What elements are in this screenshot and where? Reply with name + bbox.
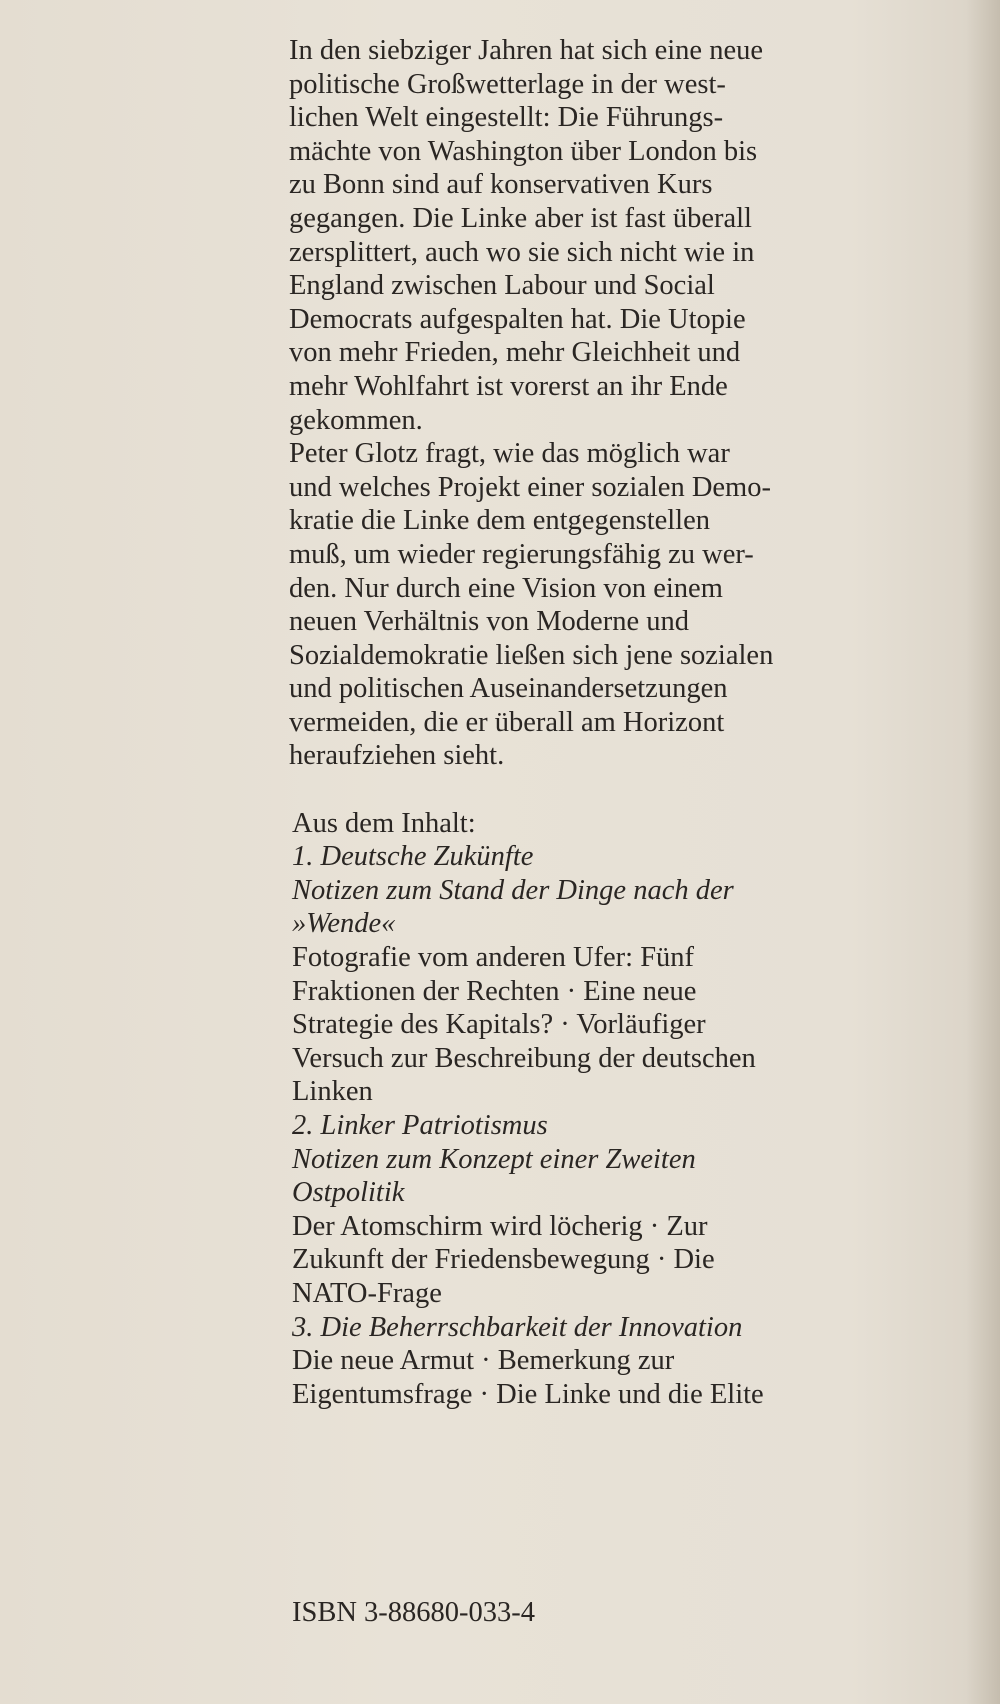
blurb-line: lichen Welt eingestellt: Die Führungs- — [289, 102, 724, 134]
blurb-line: den. Nur durch eine Vision von einem — [289, 572, 723, 604]
blurb-line: kratie die Linke dem entgegenstellen — [289, 505, 711, 537]
chapter-1-topics: Linken — [292, 1076, 373, 1108]
blurb-line: und politischen Auseinandersetzungen — [289, 673, 728, 705]
chapter-3-topics: Eigentumsfrage · Die Linke und die Elite — [292, 1378, 764, 1410]
blurb-line: Peter Glotz fragt, wie das möglich war — [289, 438, 730, 470]
blurb-line: Sozialdemokratie ließen sich jene sozialen — [289, 639, 774, 671]
chapter-2-topics: Der Atomschirm wird löcherig · Zur — [292, 1210, 708, 1242]
blurb-line: heraufziehen sieht. — [289, 740, 505, 772]
blurb-line: gegangen. Die Linke aber ist fast überall — [289, 202, 752, 234]
chapter-2-subtitle: Ostpolitik — [292, 1177, 405, 1209]
blurb-line: muß, um wieder regierungsfähig zu wer- — [289, 538, 754, 570]
blurb-line: Democrats aufgespalten hat. Die Utopie — [289, 303, 746, 335]
blurb-line: und welches Projekt einer sozialen Demo- — [289, 471, 771, 503]
chapter-2-title: 2. Linker Patriotismus — [292, 1110, 548, 1141]
chapter-1-subtitle: Notizen zum Stand der Dinge nach der — [292, 874, 734, 906]
table-of-contents — [292, 807, 929, 1412]
cover-text-block — [289, 34, 929, 1411]
chapter-3-title: 3. Die Beherrschbarkeit der Innovation — [292, 1311, 743, 1343]
chapter-1-topics: Fraktionen der Rechten · Eine neue — [292, 975, 697, 1007]
chapter-1-title: 1. Deutsche Zukünfte — [292, 841, 534, 873]
blurb-line: In den siebziger Jahren hat sich eine neue — [289, 35, 764, 66]
section-spacer — [289, 773, 929, 807]
chapter-2-topics: Zukunft der Friedensbewegung · Die — [292, 1244, 715, 1276]
isbn-number: ISBN 3-88680-033-4 — [292, 1597, 536, 1628]
blurb-paragraph — [289, 34, 929, 773]
blurb-line: zu Bonn sind auf konservativen Kurs — [289, 169, 713, 201]
blurb-line: mehr Wohlfahrt ist vorerst an ihr Ende — [289, 370, 728, 402]
contents-heading: Aus dem Inhalt: — [292, 807, 476, 839]
chapter-2-topics: NATO-Frage — [292, 1277, 442, 1309]
blurb-line: mächte von Washington über London bis — [289, 135, 758, 167]
blurb-line: von mehr Frieden, mehr Gleichheit und — [289, 337, 741, 369]
chapter-1-topics: Versuch zur Beschreibung der deutschen — [292, 1042, 756, 1074]
blurb-line: gekommen. — [289, 404, 423, 436]
blurb-line: neuen Verhältnis von Moderne und — [289, 606, 689, 638]
blurb-line: vermeiden, die er überall am Horizont — [289, 706, 725, 738]
cover-edge-shadow — [966, 0, 1000, 1704]
chapter-1-topics: Strategie des Kapitals? · Vorläufiger — [292, 1009, 706, 1041]
blurb-line: politische Großwetterlage in der west- — [289, 68, 726, 100]
blurb-line: England zwischen Labour und Social — [289, 270, 715, 302]
chapter-1-topics: Fotografie vom anderen Ufer: Fünf — [292, 942, 695, 974]
chapter-2-subtitle: Notizen zum Konzept einer Zweiten — [292, 1143, 696, 1175]
chapter-1-subtitle: »Wende« — [292, 908, 396, 940]
chapter-3-topics: Die neue Armut · Bemerkung zur — [292, 1345, 675, 1377]
blurb-line: zersplittert, auch wo sie sich nicht wie in — [289, 236, 755, 268]
